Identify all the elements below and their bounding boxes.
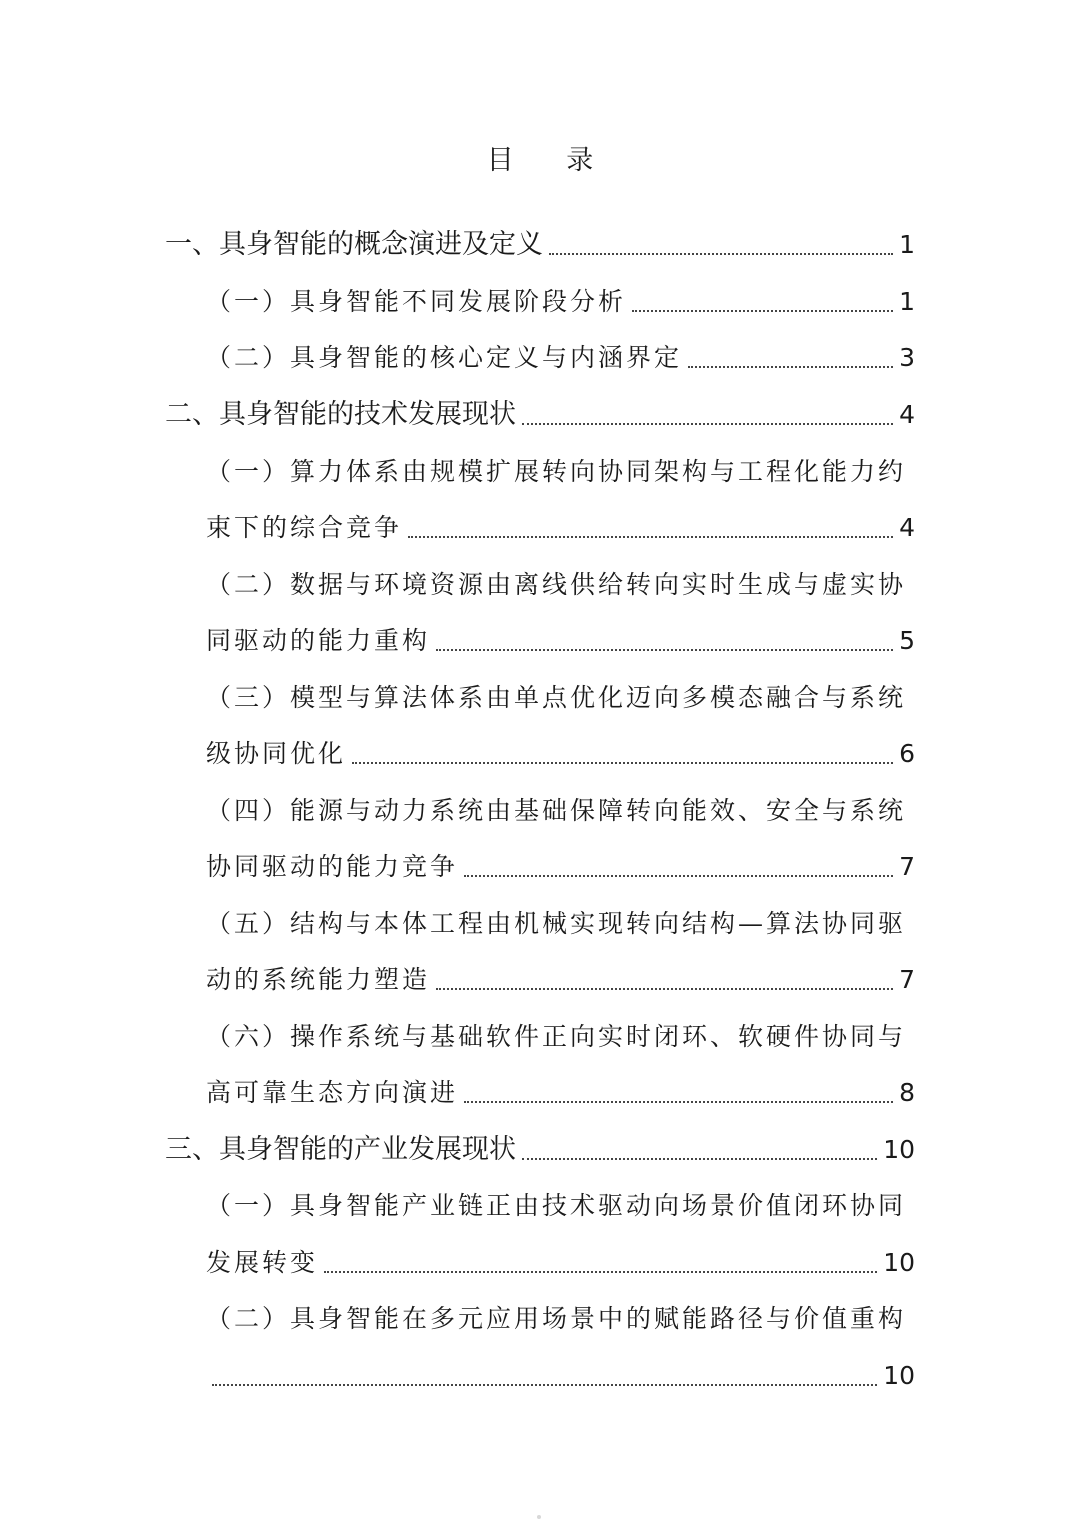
toc-entry-section-1-1[interactable] [0, 282, 1080, 322]
dot-leader [408, 536, 893, 538]
toc-entry-text: （二）具身智能的核心定义与内涵界定 [206, 343, 683, 372]
toc-entry-text: （六）操作系统与基础软件正向实时闭环、软硬件协同与 [206, 1022, 907, 1051]
toc-entry-chapter-2[interactable] [0, 395, 1080, 435]
toc-entry-text: 同驱动的能力重构 [206, 626, 431, 655]
toc-entry-section-3-1-line1[interactable] [0, 1186, 1080, 1226]
toc-entry-section-3-1-line2[interactable] [0, 1243, 1080, 1283]
toc-entry-section-2-5-line2[interactable] [0, 960, 1080, 1000]
toc-page-number: 7 [899, 965, 915, 994]
toc-page-number: 8 [899, 1078, 915, 1107]
toc-entry-section-2-6-line2[interactable] [0, 1073, 1080, 1113]
toc-page-number: 3 [899, 343, 915, 372]
toc-entry-section-2-1-line1[interactable] [0, 452, 1080, 492]
toc-entry-section-2-4-line2[interactable] [0, 847, 1080, 887]
dot-leader [324, 1271, 877, 1273]
dot-leader [632, 310, 893, 312]
toc-entry-text: 三、具身智能的产业发展现状 [165, 1134, 516, 1165]
toc-page-number: 1 [899, 287, 915, 316]
toc-entry-text: 二、具身智能的技术发展现状 [165, 399, 516, 430]
dot-leader [352, 762, 893, 764]
toc-entry-section-2-4-line1[interactable] [0, 791, 1080, 831]
toc-entry-section-2-1-line2[interactable] [0, 508, 1080, 548]
toc-entry-section-2-2-line1[interactable] [0, 565, 1080, 605]
toc-entry-text: 一、具身智能的概念演进及定义 [165, 229, 543, 260]
toc-entry-text: 级协同优化 [206, 739, 347, 768]
toc-entry-chapter-1[interactable] [0, 225, 1080, 265]
toc-entry-chapter-3[interactable] [0, 1130, 1080, 1170]
dot-leader [436, 988, 893, 990]
dot-leader [464, 1101, 893, 1103]
toc-entry-text: 动的系统能力塑造 [206, 965, 431, 994]
toc-entry-text: 束下的综合竞争 [206, 513, 403, 542]
toc-entry-section-2-3-line1[interactable] [0, 678, 1080, 718]
toc-entry-text: （一）具身智能产业链正由技术驱动向场景价值闭环协同 [206, 1191, 907, 1220]
dot-leader [464, 875, 893, 877]
toc-page-number: 10 [883, 1135, 915, 1164]
dot-leader [522, 1158, 877, 1160]
toc-entry-text: （二）具身智能在多元应用场景中的赋能路径与价值重构 [206, 1304, 907, 1333]
toc-entry-text: （三）模型与算法体系由单点优化迈向多模态融合与系统 [206, 683, 907, 712]
toc-entry-text: （一）具身智能不同发展阶段分析 [206, 287, 627, 316]
dot-leader [688, 366, 893, 368]
toc-entry-text: （一）算力体系由规模扩展转向协同架构与工程化能力约 [206, 457, 907, 486]
dot-leader [522, 423, 893, 425]
toc-entry-section-2-3-line2[interactable] [0, 734, 1080, 774]
toc-page-number: 7 [899, 852, 915, 881]
toc-page-number: 4 [899, 513, 915, 542]
toc-page-number: 4 [899, 400, 915, 429]
toc-page-number: 10 [883, 1248, 915, 1277]
toc-entry-section-2-6-line1[interactable] [0, 1017, 1080, 1057]
toc-entry-section-1-2[interactable] [0, 338, 1080, 378]
toc-entry-text: （五）结构与本体工程由机械实现转向结构—算法协同驱 [206, 909, 907, 938]
toc-entry-text: （二）数据与环境资源由离线供给转向实时生成与虚实协 [206, 570, 907, 599]
toc-page-number: 10 [883, 1361, 915, 1390]
toc-entry-section-2-5-line1[interactable] [0, 904, 1080, 944]
dot-leader [436, 649, 893, 651]
toc-page-number: 6 [899, 739, 915, 768]
toc-entry-section-3-2-line2[interactable] [0, 1356, 1080, 1396]
toc-entry-section-2-2-line2[interactable] [0, 621, 1080, 661]
toc-entry-text: （四）能源与动力系统由基础保障转向能效、安全与系统 [206, 796, 907, 825]
dot-leader [212, 1384, 877, 1386]
toc-entry-text: 协同驱动的能力竞争 [206, 852, 459, 881]
toc-entry-section-3-2-line1[interactable] [0, 1299, 1080, 1339]
toc-entry-text: 高可靠生态方向演进 [206, 1078, 459, 1107]
toc-page-number: 5 [899, 626, 915, 655]
toc-entry-text: 发展转变 [206, 1248, 319, 1277]
toc-page-number: 1 [899, 230, 915, 259]
dot-leader [549, 253, 893, 255]
toc-title: 目 录 [486, 145, 616, 176]
page-center-mark [537, 1515, 541, 1519]
